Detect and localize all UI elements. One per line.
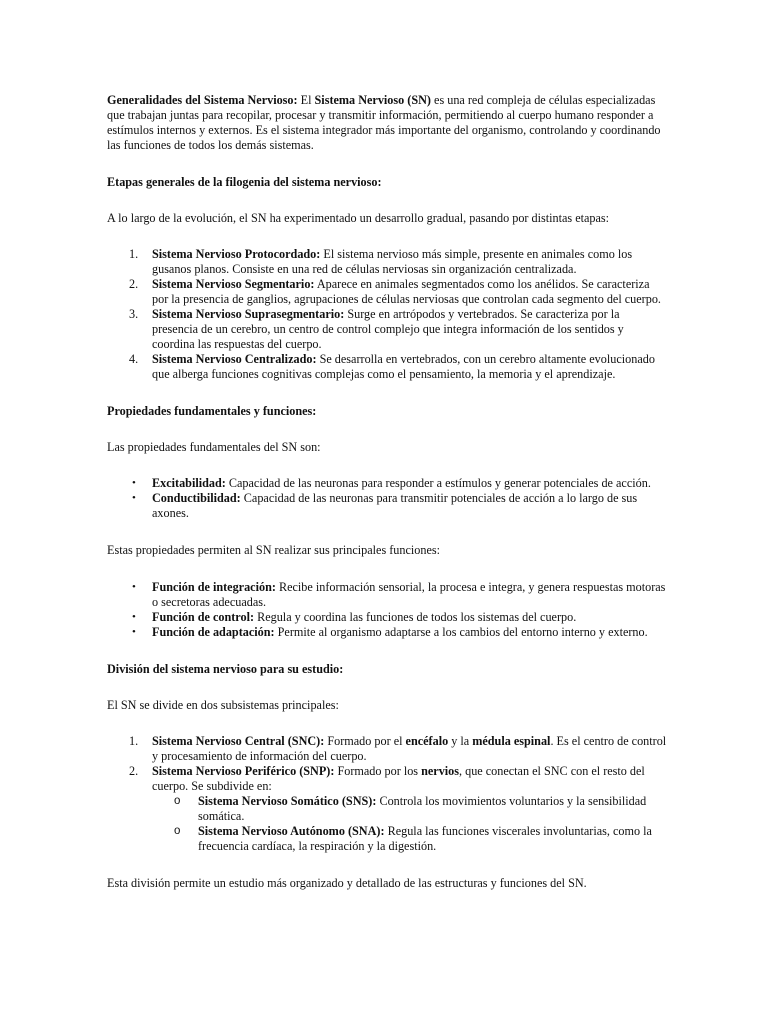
item-text: Recibe información sensorial, la procesa e integra, y genera respuestas motoras o secretoras adecuadas.: [152, 580, 666, 609]
list-item: [107, 307, 667, 352]
funciones-list: [107, 580, 667, 640]
sub-bullet-icon: o: [174, 795, 181, 808]
bullet-icon: •: [132, 581, 136, 594]
item-term: Sistema Nervioso Segmentario:: [152, 277, 315, 292]
list-item: [107, 277, 667, 307]
item-text: , que conectan el SNC con el resto del cuerpo. Se subdivide en:: [152, 764, 645, 794]
item-term: Función de integración:: [152, 580, 276, 595]
list-number: 1.: [129, 734, 139, 749]
funciones-lead: Estas propiedades permiten al SN realizar sus principales funciones:: [107, 543, 441, 558]
bullet-icon: •: [132, 610, 136, 623]
item-text: Capacidad de las neuronas para responder a estímulos y generar potenciales de acción.: [225, 476, 651, 491]
item-term: Sistema Nervioso Periférico (SNP):: [152, 764, 335, 779]
sublist-item: [107, 794, 667, 824]
division-list: [107, 734, 667, 853]
item-term: Sistema Nervioso Centralizado:: [152, 351, 317, 366]
closing-paragraph: Esta división permite un estudio más organizado y detallado de las estructuras y funciones del SN.: [107, 875, 587, 890]
list-number: 2.: [129, 277, 139, 292]
item-term: Sistema Nervioso Autónomo (SNA):: [198, 823, 385, 838]
item-text: Aparece en animales segmentados como los anélidos. Se caracteriza por la presencia de ganglios, agrupaciones de células nerviosas que controlan cada segmento del cuerpo.: [152, 277, 661, 307]
intro-text: es una red compleja de células especializadas que trabajan juntas para recopilar, procesar y transmitir información, permitiendo al cuerpo humano responder a estímulos internos y externos. Es el sistema integrador más importante del organismo, controlando y coordinando las funciones de todos los demás sistemas.: [107, 93, 661, 152]
item-bold: médula espinal: [472, 734, 551, 749]
item-term: Conductibilidad:: [152, 491, 241, 506]
intro-title: Generalidades del Sistema Nervioso:: [107, 93, 298, 107]
bullet-icon: •: [132, 492, 136, 505]
list-item-snc: [107, 734, 667, 764]
list-item: [107, 625, 667, 640]
list-number: 4.: [129, 351, 139, 366]
item-text: Controla los movimientos voluntarios y la sensibilidad somática.: [198, 794, 647, 823]
item-term: Función de adaptación:: [152, 624, 275, 639]
list-item: [107, 491, 667, 521]
document-page: [107, 93, 667, 913]
propiedades-lead: Las propiedades fundamentales del SN son:: [107, 439, 321, 454]
intro-term: Sistema Nervioso (SN): [314, 93, 431, 107]
snp-sublist: [152, 794, 667, 854]
filogenia-list: [107, 247, 667, 381]
division-lead: El SN se divide en dos subsistemas principales:: [107, 697, 339, 712]
item-term: Función de control:: [152, 609, 255, 624]
list-number: 1.: [129, 247, 139, 262]
item-text: Formado por el: [324, 734, 406, 749]
list-item: [107, 610, 667, 625]
item-text: . Es el centro de control y procesamiento de información del cuerpo.: [152, 734, 667, 764]
item-term: Sistema Nervioso Suprasegmentario:: [152, 307, 345, 322]
item-text: El sistema nervioso más simple, presente en animales como los gusanos planos. Consiste en una red de células nerviosas sin organización centralizada.: [152, 247, 633, 277]
item-text: y la: [448, 734, 473, 749]
list-number: 3.: [129, 307, 139, 322]
sub-bullet-icon: o: [174, 824, 181, 837]
item-text: Capacidad de las neuronas para transmitir potenciales de acción a lo largo de sus axones.: [152, 491, 638, 521]
bullet-icon: •: [132, 477, 136, 490]
item-text: Permite al organismo adaptarse a los cambios del entorno interno y externo.: [274, 624, 648, 639]
item-text: Regula las funciones viscerales involuntarias, como la frecuencia cardíaca, la respiración y la digestión.: [198, 823, 652, 853]
item-text: Regula y coordina las funciones de todos los sistemas del cuerpo.: [254, 609, 577, 624]
list-item: [107, 352, 667, 382]
item-term: Sistema Nervioso Central (SNC):: [152, 734, 325, 749]
item-term: Sistema Nervioso Somático (SNS):: [198, 794, 377, 809]
item-term: Excitabilidad:: [152, 476, 226, 491]
item-text: Se desarrolla en vertebrados, con un cerebro altamente evolucionado que alberga funciones cognitivas complejas como el pensamiento, la memoria y el aprendizaje.: [152, 351, 655, 381]
list-item: [107, 476, 667, 491]
section-heading-propiedades: Propiedades fundamentales y funciones:: [107, 403, 317, 418]
section-heading-division: División del sistema nervioso para su estudio:: [107, 661, 344, 676]
intro-pre: El: [297, 93, 315, 107]
list-item-snp: [107, 764, 667, 853]
list-item: [107, 580, 667, 610]
item-text: Surge en artrópodos y vertebrados. Se caracteriza por la presencia de un cerebro, un centro de control complejo que integra información de los sentidos y coordina las respuestas del cuerpo.: [152, 307, 624, 351]
bullet-icon: •: [132, 625, 136, 638]
item-bold: encéfalo: [405, 734, 449, 749]
list-number: 2.: [129, 764, 139, 779]
list-item: [107, 247, 667, 277]
sublist-item: [107, 824, 667, 854]
item-text: Formado por los: [334, 764, 422, 779]
section-heading-filogenia: Etapas generales de la filogenia del sistema nervioso:: [107, 174, 382, 189]
item-bold: nervios: [421, 764, 460, 779]
intro-paragraph: [107, 93, 667, 153]
propiedades-list: [107, 476, 667, 521]
filogenia-lead: A lo largo de la evolución, el SN ha experimentado un desarrollo gradual, pasando por distintas etapas:: [107, 210, 610, 225]
item-term: Sistema Nervioso Protocordado:: [152, 247, 321, 262]
